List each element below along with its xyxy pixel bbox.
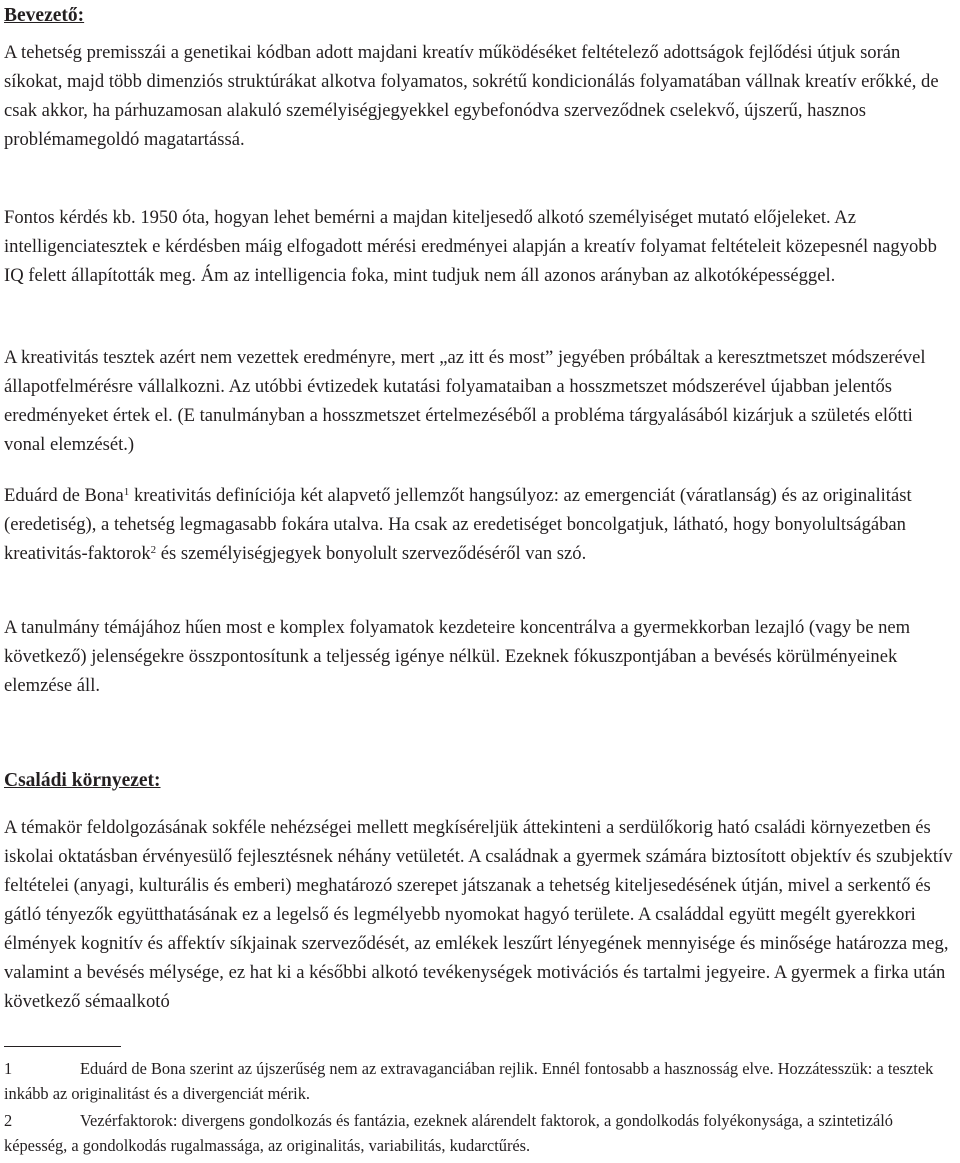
footnote-1-text: Eduárd de Bona szerint az újszerűség nem az extravaganciában rejlik. Ennél fontosabb a hasznosság elve. Hozzátesszük: a tesztek inkább az originalitást és a divergenciát mérik. [4,1059,934,1103]
paragraph-1: A tehetség premisszái a genetikai kódban adott majdani kreatív működéséket feltételező adottságok fejlődési útjuk során síkokat, majd több dimenziós struktúrákat alkotva folyamatos, sokrétű kondicionálás folyamatában vállnak kreatív erőkké, de csak akkor, ha párhuzamosan alakuló személyiségjegyekkel egybefonódva szerveződnek cselekvő, újszerű, hasznos problémamegoldó magatartássá. [4,42,939,150]
paragraph-4-part-b: kreativitás definíciója két alapvető jellemzőt hangsúlyoz: az emergenciát (váratlanság) és az originalitást (eredetiség), a tehetség legmagasabb fokára utalva. Ha csak az eredetiséget boncolgatjuk, látható, hogy bonyolultságában kreativitás-faktorok [4,485,912,564]
footnote-ref-1[interactable]: 1 [123,486,130,498]
footnote-2-text: Vezérfaktorok: divergens gondolkozás és fantázia, ezeknek alárendelt faktorok, a gondolkodás folyékonysága, a szintetizáló képesség, a gondolkodás rugalmassága, az originalitás, variabilitás, kudarctűrés. [4,1111,893,1155]
footnote-2 [4,1108,956,1158]
footnote-1-number: 1 [4,1059,13,1078]
paragraph-4-part-c: és személyiségjegyek bonyolult szerveződéséről van szó. [156,543,587,564]
section-heading-family: Családi környezet: [4,770,161,791]
paragraph-5: A tanulmány témájához hűen most e komplex folyamatok kezdeteire koncentrálva a gyermekkorban lezajló (vagy be nem következő) jelenségekre összpontosítunk a teljesség igénye nélkül. Ezeknek fókuszpontjában a bevésés körülményeinek elemzése áll. [4,617,911,696]
paragraph-6: A témakör feldolgozásának sokféle nehézségei mellett megkíséreljük áttekinteni a serdülőkorig ható családi környezetben és iskolai oktatásban érvényesülő fejlesztésnek néhány vetületét. A családnak a gyermek számára biztosított objektív és szubjektív feltételei (anyagi, kulturális és emberi) meghatározó szerepet játszanak a tehetség kiteljesedésének útján, mivel a serkentő és gátló tényezők együtthatásának ez a legelső és legmélyebb nyomokat hagyó területe. A családdal együtt megélt gyerekkori élmények kognitív és affektív síkjainak szerveződését, az emlékek leszűrt lényegének mennyisége és minősége határozza meg, valamint a bevésés mélysége, ez hat ki a későbbi alkotó tevékenységek motivációs és tartalmi jegyeire. A gyermek a firka után következő sémaalkotó [4,817,953,1012]
paragraph-2: Fontos kérdés kb. 1950 óta, hogyan lehet bemérni a majdan kiteljesedő alkotó személyiséget mutató előjeleket. Az intelligenciatesztek e kérdésben máig elfogadott mérési eredményei alapján a kreatív folyamat feltételeit közepesnél nagyobb IQ felett állapították meg. Ám az intelligencia foka, mint tudjuk nem áll azonos arányban az alkotóképességgel. [4,207,937,286]
paragraph-3: A kreativitás tesztek azért nem vezettek eredményre, mert „az itt és most” jegyében próbáltak a keresztmetszet módszerével állapotfelmérésre vállalkozni. Az utóbbi évtizedek kutatási folyamataiban a hosszmetszet módszerével újabban jelentős eredményeket értek el. (E tanulmányban a hosszmetszet értelmezéséből a probléma tárgyalásából kizárjuk a születés előtti vonal elemzését.) [4,347,926,455]
paragraph-4 [4,481,956,568]
footnote-divider [4,1046,121,1047]
footnote-2-number: 2 [4,1111,13,1130]
footnote-ref-2[interactable]: 2 [150,544,157,556]
section-heading-intro: Bevezető: [4,5,85,26]
paragraph-4-part-a: Eduárd de Bona [4,485,124,506]
footnote-1 [4,1056,956,1106]
